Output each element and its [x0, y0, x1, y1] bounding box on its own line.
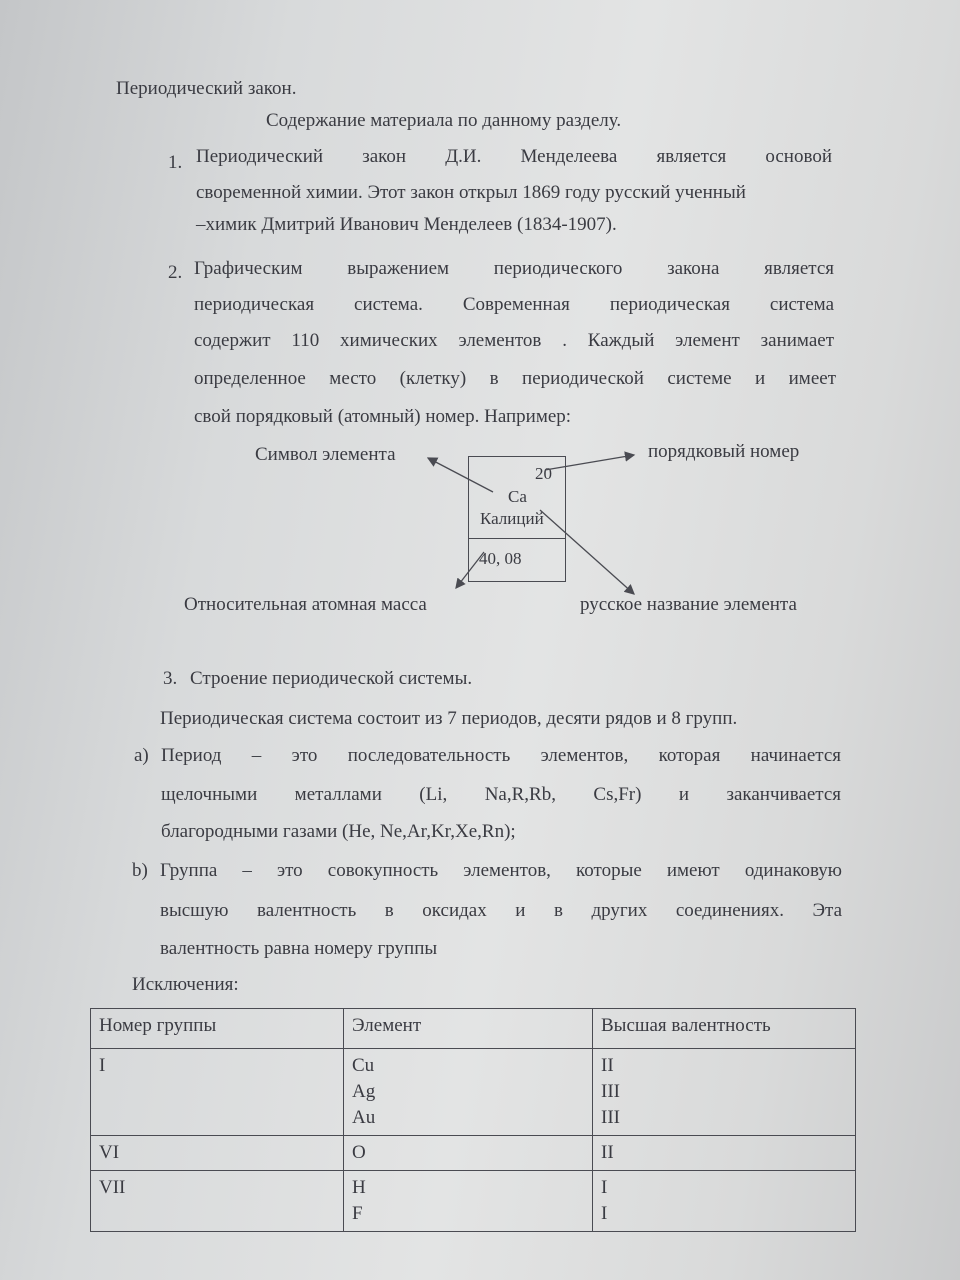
item-1-line: своременной химии. Этот закон открыл 1869 году русский ученный — [196, 182, 746, 203]
item-2-line: определенное место (клетку) в периодической системе и имеет — [194, 368, 836, 389]
table-valence: II — [601, 1142, 614, 1163]
table-valence: III — [601, 1107, 620, 1128]
table-element: O — [352, 1142, 366, 1163]
item-b-line: высшую валентность в оксидах и в других соединениях. Эта — [160, 900, 842, 921]
arrow-to-name-label — [540, 510, 634, 594]
exceptions-table — [90, 1008, 856, 1232]
item-b-line: Группа – это совокупность элементов, которые имеют одинаковую — [160, 860, 842, 881]
document-subtitle: Содержание материала по данному разделу. — [266, 110, 622, 131]
element-atomic-mass: 40, 08 — [479, 549, 522, 568]
item-2-line: периодическая система. Современная периодическая система — [194, 294, 834, 315]
element-symbol: Ca — [508, 487, 527, 506]
table-row — [91, 1136, 856, 1171]
label-russian-name: русское название элемента — [580, 594, 797, 615]
item-3-intro: Периодическая система состоит из 7 периодов, десяти рядов и 8 групп. — [160, 708, 738, 729]
table-valence: I — [601, 1203, 608, 1224]
item-3-number: 3. — [163, 668, 178, 689]
element-name: Калиций — [480, 509, 544, 528]
table-cell-valences — [593, 1049, 856, 1136]
table-header-cell: Элемент — [344, 1009, 593, 1049]
label-atomic-mass: Относительная атомная масса — [184, 594, 427, 615]
label-atomic-number: порядковый номер — [648, 441, 800, 462]
table-cell-elements — [344, 1049, 593, 1136]
item-2-line: содержит 110 химических элементов . Каждый элемент занимает — [194, 330, 834, 351]
table-cell-valences — [593, 1136, 856, 1171]
table-element: F — [352, 1203, 363, 1224]
table-cell-group: VII — [91, 1171, 344, 1232]
table-header-row — [91, 1009, 856, 1049]
item-a-letter: a) — [134, 745, 149, 766]
table-element: Cu — [352, 1055, 375, 1076]
document-title: Периодический закон. — [116, 78, 297, 99]
item-a-line: щелочными металлами (Li, Na,R,Rb, Cs,Fr) и заканчивается — [161, 784, 841, 805]
item-a-line: Период – это последовательность элементов, которая начинается — [161, 745, 841, 766]
table-element: Au — [352, 1107, 376, 1128]
table-valence: II — [601, 1055, 614, 1076]
table-header-cell: Высшая валентность — [593, 1009, 856, 1049]
item-1-line: –химик Дмитрий Иванович Менделеев (1834-1907). — [196, 214, 617, 235]
label-element-symbol: Символ элемента — [255, 444, 396, 465]
table-element: Ag — [352, 1081, 376, 1102]
table-valence: III — [601, 1081, 620, 1102]
item-2-line: свой порядковый (атомный) номер. Например: — [194, 406, 572, 427]
item-b-letter: b) — [132, 860, 148, 881]
table-valence: I — [601, 1177, 608, 1198]
item-1-line: Периодический закон Д.И. Менделеева является основой — [196, 146, 832, 167]
table-cell-valences — [593, 1171, 856, 1232]
table-element: H — [352, 1177, 366, 1198]
item-1-number: 1. — [168, 152, 183, 173]
element-atomic-number: 20 — [535, 464, 552, 483]
arrow-to-mass-label — [456, 552, 484, 588]
table-cell-elements — [344, 1136, 593, 1171]
table-cell-group: I — [91, 1049, 344, 1136]
exceptions-label: Исключения: — [132, 974, 239, 995]
table-row — [91, 1171, 856, 1232]
item-2-number: 2. — [168, 262, 183, 283]
item-3-heading: Строение периодической системы. — [190, 668, 473, 689]
arrow-to-symbol-label — [428, 458, 493, 492]
table-header-cell: Номер группы — [91, 1009, 344, 1049]
item-b-line: валентность равна номеру группы — [160, 938, 438, 959]
table-cell-group: VI — [91, 1136, 344, 1171]
table-cell-elements — [344, 1171, 593, 1232]
arrow-to-number-label — [545, 455, 634, 470]
table-row — [91, 1049, 856, 1136]
item-a-line: благородными газами (He, Ne,Ar,Kr,Xe,Rn); — [161, 821, 516, 842]
item-2-line: Графическим выражением периодического закона является — [194, 258, 834, 279]
